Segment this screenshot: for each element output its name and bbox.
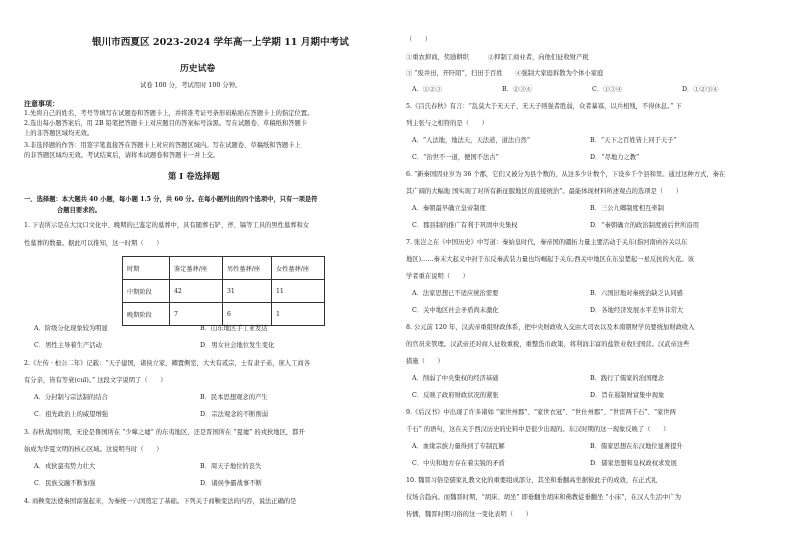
notes-line: 2.选出每小题答案后，用 2B 铅笔把答题卡上对应题目的答案标号涂黑。写在试题卷、草稿纸和答题卡 bbox=[24, 120, 308, 127]
question-10-stem: 仪场合趋向。而魏晋时期，“胡床、胡坐” 即垂翻坐胡床和佛教徒垂翻坐 “小床”，在汉人生活中广为 bbox=[406, 494, 682, 501]
option-d: D．儒家思想和皇权政权求发展 bbox=[590, 460, 677, 467]
notes-line: 1.先将自己的姓名、考号等填写在试题卷和答题卡上，并将准考证号条形码粘贴在答题卡上的指定位置。 bbox=[24, 110, 314, 117]
table-cell: 11 bbox=[272, 280, 325, 303]
question-9-stem: 千石” 的语句，这在关于西汉历史的史料中是很少出现的。东汉时期的这一现象反映了（ ） bbox=[406, 426, 670, 433]
question-9-stem: 9.《后汉书》中出现了许多诸如 “家世州郡”、“家世衣冠”、“世仕州郡”、“世宦两千石”、“家世两 bbox=[406, 409, 676, 416]
table-cell: 6 bbox=[223, 303, 272, 326]
question-2-stem: 有分亲，皆有等衰(cuī)。” 这段文字说明了（ ） bbox=[24, 377, 167, 384]
score-time: 试卷 100 分，考试用时 100 分钟。 bbox=[140, 82, 242, 89]
table-header-cell: 鉴定墓葬/座 bbox=[170, 257, 223, 280]
notes-line: 的非答题区域均无效。考试结束后，请将本试题卷和答题卡一并上交。 bbox=[24, 152, 220, 159]
option-d: D．诸侯争霸战事不断 bbox=[200, 480, 262, 487]
question-7-stem: 学者重在说明（ ） bbox=[406, 273, 469, 280]
option-a: A．戎狄蛮夷势力壮大 bbox=[34, 463, 96, 470]
option-d: D．①②③④ bbox=[682, 86, 719, 93]
question-4-paren: （ ） bbox=[406, 36, 432, 43]
table-cell: 42 bbox=[170, 280, 223, 303]
option-c: C．民族交融不断加强 bbox=[34, 480, 96, 487]
table-header-cell: 时期 bbox=[123, 257, 170, 280]
option-d: D．“秦朝确立的政治制度被后世所沿用 bbox=[590, 222, 700, 229]
table-row bbox=[123, 280, 325, 303]
question-8-stem: 措施（ ） bbox=[406, 358, 444, 365]
option-a: A．法家思想已不适应统治需要 bbox=[412, 290, 499, 297]
option-c: C．反映了政府财政状况的紧张 bbox=[412, 392, 499, 399]
option-b: B．儒家思想在东汉地位显著提升 bbox=[590, 443, 683, 450]
table-cell: 31 bbox=[223, 280, 272, 303]
section-instruction: 一、选择题：本大题共 40 小题，每小题 1.5 分，共 60 分。在每小题列出的四个选项中，只有一项是符 bbox=[24, 196, 318, 203]
question-3-stem: 始成为华夏文明的核心区域。这说明当时（ ） bbox=[24, 446, 163, 453]
notes-line: 3.非选择题的作答：用签字笔直接答在答题卡上对应的答题区域内。写在试题卷、草稿纸和答题卡上 bbox=[24, 142, 301, 149]
option-a: A．①②③ bbox=[412, 86, 442, 93]
question-10-stem: 10. 魏晋习俗是儒家礼教文化的重要组成部分，其坐和垂翻高坐据彼此子的成效，在正式礼 bbox=[406, 477, 658, 484]
table-row bbox=[123, 303, 325, 326]
question-10-stem: 传播，魏晋时期习俗的这一变化表明（ ） bbox=[406, 511, 532, 518]
option-c: C．“治世不一道，便国不法古” bbox=[412, 154, 499, 161]
option-b: B．六国旧地对秦统治缺乏认同感 bbox=[590, 290, 683, 297]
question-4-item: ①重农抑商，奖励耕织 ②抑制工商业者，向他们征收财产税 bbox=[406, 54, 589, 61]
question-4-item: ③ “废井田，开阡陌”，扫田于百姓 ④强制大家庭拆散为个体小家庭 bbox=[406, 70, 604, 77]
option-d: D．宗法观念的不断削弱 bbox=[200, 411, 269, 418]
notes-heading: 注意事项： bbox=[24, 99, 59, 108]
question-1-stem: 性墓葬的数量。据此可以推知，这一时期（ ） bbox=[24, 240, 163, 247]
burial-table bbox=[122, 256, 325, 326]
option-d: D．男女社会地位发生变化 bbox=[200, 342, 275, 349]
table-cell: 晚期阶段 bbox=[123, 303, 170, 326]
table-header-cell: 女性墓葬/座 bbox=[272, 257, 325, 280]
question-7-stem: 7. 张岂之在《中国历史》中写道：秦始皇时代，秦帝国的疆拓力量主要活动于关东(指河南函谷关以东 bbox=[406, 239, 688, 246]
option-a: A．阶级分化现象较为明显 bbox=[34, 325, 108, 332]
question-6-stem: 6. “新秦国因业岁为 36 个郡，它们又被分为县个数的，从这多少计数个，下设乡千个县和里。通过这种方式，秦在 bbox=[406, 171, 726, 178]
option-b: B．②③④ bbox=[502, 86, 532, 93]
table-header-cell: 男性墓葬/座 bbox=[223, 257, 272, 280]
question-6-stem: 其广阔的大幅地 国实现了对所有新征服地区的直接统治”。最能体现材料所述观点的选项是（ ） bbox=[406, 188, 682, 195]
option-c: C．关中地区社会矛盾尚未激化 bbox=[412, 307, 499, 314]
question-8-stem: 的官员来管理。汉武帝还对商人征收重税，重整货币政策，将利润丰富的盐铁业收归国营。汉武帝这些 bbox=[406, 341, 690, 348]
option-c: C．男性主导着生产活动 bbox=[34, 342, 102, 349]
option-c: C．郡县制的推广有利于巩固中央集权 bbox=[412, 222, 518, 229]
question-3-stem: 3. 春秋战国时期，无论是鲁国所在 “少嗥之墟” 的东夷地区，还是晋国所在 “夏墟” 的戎狄地区，都开 bbox=[24, 429, 305, 436]
exam-title: 银川市西夏区 2023-2024 学年高一上学期 11 月期中考试 bbox=[92, 37, 349, 48]
question-7-stem: 地区)……秦末大起义中封于东反秦武装力量也均崛起于关东;西关中地区在东皇楚起一星反抗的火花。该 bbox=[406, 256, 694, 263]
option-a: A．分封制与宗法制的结合 bbox=[34, 394, 108, 401]
table-cell: 7 bbox=[170, 303, 223, 326]
question-8-stem: 8. 公元前 120 年，汉武帝重组财政体系，把中央财政收入交由大司农以及本南朝财学员要统加财政收入 bbox=[406, 324, 695, 331]
option-a: A．秦朝最早确立皇帝制度 bbox=[412, 205, 486, 212]
section-instruction: 合题目要求的。 bbox=[57, 207, 102, 214]
option-d: D．旨在遏制财富集中现象 bbox=[590, 392, 665, 399]
option-a: A．“人法地，地法天，天法道，道法自然” bbox=[412, 137, 531, 144]
option-c: C．中央和地方存在着尖锐的矛盾 bbox=[412, 460, 505, 467]
table-cell: 中期阶段 bbox=[123, 280, 170, 303]
notes-line: 上的非答题区域均无效。 bbox=[24, 130, 94, 137]
option-b: B．民本思想观念的产生 bbox=[200, 394, 268, 401]
option-b: B．三公九卿制度相互牵制 bbox=[590, 205, 664, 212]
option-b: B．周天子地位的丧失 bbox=[200, 463, 262, 470]
question-5-stem: 列主张与之相符的是（ ） bbox=[406, 120, 488, 127]
question-2-stem: 2.《左传 · 桓公二年》记载：“天子建国，诸侯立家，卿置侧室，大夫有贰宗，士有隶子弟，庶人工商各 bbox=[24, 360, 310, 367]
option-d: D．各地经济发展水平差异非常大 bbox=[590, 307, 684, 314]
option-d: D．“尽地力之教” bbox=[590, 154, 640, 161]
table-header-row bbox=[123, 257, 325, 280]
question-4-stem: 4. 商鞅变法使秦国富强起来，为秦统一六国奠定了基础。下列关于商鞅变法的内容，说法正确的是 bbox=[24, 498, 297, 505]
question-1-stem: 1. 下表所示是在大汶口文化中、晚期的已鉴定的墓葬中，具有随葬石铲、斧、镐等工具的男性墓葬和女 bbox=[24, 222, 310, 229]
option-b: B．“天下之百姓皆上同于天子” bbox=[590, 137, 677, 144]
option-c: C．①③④ bbox=[592, 86, 623, 93]
option-b: B．山东地区手工业发达 bbox=[200, 325, 268, 332]
exam-subject: 历史试卷 bbox=[180, 64, 216, 74]
option-c: C．祖先政治上的威望增强 bbox=[34, 411, 109, 418]
table-cell: 1 bbox=[272, 303, 325, 326]
option-a: A．削弱了中央集权的经济基础 bbox=[412, 375, 499, 382]
section-heading: 第 I 卷选择题 bbox=[168, 171, 220, 181]
question-5-stem: 5.《吕氏春秋》有言：“乱莫大于无天子，无天子则强者胜弱，众者暴寡，以兵相残，不得休息。” 下 bbox=[406, 103, 682, 110]
option-a: A．血缘宗族力量得到了专制瓦解 bbox=[412, 443, 505, 450]
option-b: B．践行了儒家的治国理念 bbox=[590, 375, 664, 382]
